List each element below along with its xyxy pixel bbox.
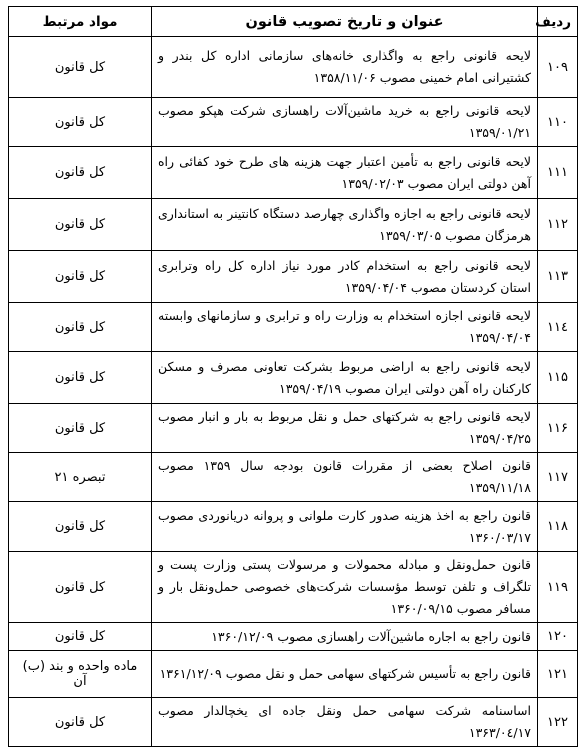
table-row — [9, 199, 578, 251]
table-row — [9, 98, 578, 147]
law-title: اساسنامه شرکت سهامی حمل ونقل جاده ای یخچالدار مصوب ۱۳۶۳/۰٤/۱۷ — [152, 698, 538, 747]
row-number: ۱۱۶ — [538, 404, 578, 453]
related-articles: کل قانون — [9, 98, 152, 147]
header-row-no: ردیف — [538, 7, 578, 37]
table-row — [9, 623, 578, 651]
law-title: لایحه قانونی راجع به واگذاری خانه‌های سازمانی اداره کل بندر و کشتیرانی امام خمینی مصوب ۱۳۵۸/۱۱/۰۶ — [152, 37, 538, 98]
related-articles: کل قانون — [9, 552, 152, 623]
related-articles: کل قانون — [9, 502, 152, 552]
related-articles: تبصره ۲۱ — [9, 453, 152, 502]
related-articles: کل قانون — [9, 623, 152, 651]
row-number: ۱۱۳ — [538, 251, 578, 303]
row-number: ۱۱٤ — [538, 303, 578, 352]
row-number: ۱۱۵ — [538, 352, 578, 404]
row-number: ۱۱۲ — [538, 199, 578, 251]
table-row — [9, 37, 578, 98]
law-title: لایحه قانونی راجع به استخدام کادر مورد نیاز اداره کل راه وترابری استان کردستان مصوب ۱۳۵۹/۰۴/۰۴ — [152, 251, 538, 303]
law-title: قانون راجع به تأسیس شرکتهای سهامی حمل و نقل مصوب ۱۳۶۱/۱۲/۰۹ — [152, 651, 538, 698]
table-row — [9, 698, 578, 747]
law-title: لایحه قانونی راجع به خرید ماشین‌آلات راهسازی شرکت هپکو مصوب ۱۳۵۹/۰۱/۲۱ — [152, 98, 538, 147]
law-title: قانون حمل‌ونقل و مبادله محمولات و مرسولات پستی وزارت پست و تلگراف و تلفن توسط مؤسسات شرکت‌های خصوصی حمل‌ونقل بار و مسافر مصوب ۱۳۶۰/۰۹/۱۵ — [152, 552, 538, 623]
header-title: عنوان و تاریخ تصویب قانون — [152, 7, 538, 37]
law-title: لایحه قانونی راجع به تأمین اعتبار جهت هزینه های طرح خود کفائی راه آهن دولتی ایران مصوب ۱۳۵۹/۰۲/۰۳ — [152, 147, 538, 199]
related-articles: کل قانون — [9, 352, 152, 404]
row-number: ۱۱۰ — [538, 98, 578, 147]
table-row — [9, 651, 578, 698]
related-articles: کل قانون — [9, 303, 152, 352]
related-articles: کل قانون — [9, 199, 152, 251]
related-articles: کل قانون — [9, 251, 152, 303]
related-articles: کل قانون — [9, 698, 152, 747]
row-number: ۱۰۹ — [538, 37, 578, 98]
table-row — [9, 147, 578, 199]
related-articles: کل قانون — [9, 147, 152, 199]
row-number: ۱۱۹ — [538, 552, 578, 623]
law-title: لایحه قانونی راجع به اجازه واگذاری چهارصد دستگاه کانتینر به استانداری هرمزگان مصوب ۱۳۵۹/۰۳/۰۵ — [152, 199, 538, 251]
document-page — [8, 6, 577, 740]
law-title: قانون اصلاح بعضی از مقررات قانون بودجه سال ۱۳۵۹ مصوب ۱۳۵۹/۱۱/۱۸ — [152, 453, 538, 502]
table-header-row — [9, 7, 578, 37]
law-title: لایحه قانونی اجازه استخدام به وزارت راه و ترابری و سازمانهای وابسته ۱۳۵۹/۰۴/۰۴ — [152, 303, 538, 352]
law-title: قانون راجع به اجاره ماشین‌آلات راهسازی مصوب ۱۳۶۰/۱۲/۰۹ — [152, 623, 538, 651]
related-articles: ماده واحده و بند (ب) آن — [9, 651, 152, 698]
related-articles: کل قانون — [9, 37, 152, 98]
table-row — [9, 352, 578, 404]
law-title: قانون راجع به اخذ هزینه صدور کارت ملوانی و پروانه دریانوردی مصوب ۱۳۶۰/۰۳/۱۷ — [152, 502, 538, 552]
table-row — [9, 404, 578, 453]
law-title: لایحه قانونی راجع به اراضی مربوط بشرکت تعاونی مصرف و مسکن کارکنان راه آهن دولتی ایران مصوب ۱۳۵۹/۰۴/۱۹ — [152, 352, 538, 404]
table-row — [9, 502, 578, 552]
row-number: ۱۱۱ — [538, 147, 578, 199]
law-title: لایحه قانونی راجع به شرکتهای حمل و نقل مربوط به بار و انبار مصوب ۱۳۵۹/۰۴/۲۵ — [152, 404, 538, 453]
laws-table — [8, 6, 578, 747]
row-number: ۱۲۲ — [538, 698, 578, 747]
table-row — [9, 453, 578, 502]
row-number: ۱۲۱ — [538, 651, 578, 698]
row-number: ۱۱۷ — [538, 453, 578, 502]
table-row — [9, 303, 578, 352]
row-number: ۱۱۸ — [538, 502, 578, 552]
header-related: مواد مرتبط — [9, 7, 152, 37]
related-articles: کل قانون — [9, 404, 152, 453]
table-row — [9, 552, 578, 623]
table-row — [9, 251, 578, 303]
row-number: ۱۲۰ — [538, 623, 578, 651]
